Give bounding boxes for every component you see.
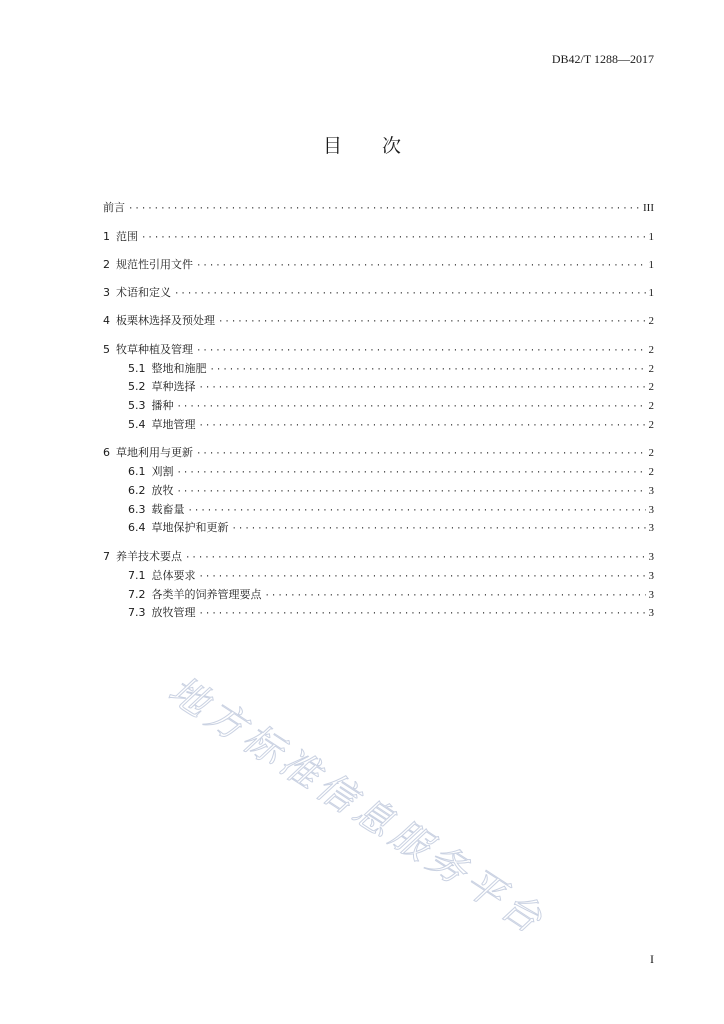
toc-page-number: 3 (648, 551, 654, 563)
toc-label: 6.3 载畜量 (128, 503, 185, 516)
toc-leader-dots (177, 465, 646, 481)
toc-entry-6-2[interactable] (128, 483, 654, 499)
toc-leader-dots (265, 588, 646, 604)
toc-label: 6.2 放牧 (128, 484, 174, 497)
page-number: I (650, 952, 654, 966)
toc-label: 5.3 播种 (128, 399, 174, 412)
toc-leader-dots (232, 521, 646, 537)
toc-entry-6-4[interactable] (128, 520, 654, 536)
toc-page-number: III (643, 202, 654, 214)
toc-page-number: 2 (648, 363, 654, 375)
toc-label: 1 范围 (103, 230, 138, 243)
toc-page-number: 3 (648, 485, 654, 497)
toc-leader-dots (177, 399, 646, 415)
toc-page-number: 3 (648, 570, 654, 582)
toc-leader-dots (177, 484, 646, 500)
toc-page-number: 2 (648, 381, 654, 393)
toc-label: 7.2 各类羊的饲养管理要点 (128, 588, 262, 601)
toc-entry-4[interactable] (103, 313, 654, 329)
toc-entry-5-2[interactable] (128, 379, 654, 395)
toc-entry-5[interactable] (103, 342, 654, 358)
toc-label: 2 规范性引用文件 (103, 258, 193, 271)
toc-leader-dots (174, 286, 646, 302)
toc-entry-5-3[interactable] (128, 398, 654, 414)
toc-entry-7[interactable] (103, 549, 654, 565)
toc-page-number: 2 (648, 466, 654, 478)
toc-leader-dots (199, 569, 646, 585)
toc-leader-dots (188, 503, 646, 519)
toc-label: 5 牧草种植及管理 (103, 343, 193, 356)
toc-page-number: 1 (648, 259, 654, 271)
toc-leader-dots (128, 201, 640, 217)
toc-entry-3[interactable] (103, 285, 654, 301)
toc-leader-dots (199, 418, 646, 434)
toc-page-number: 3 (648, 504, 654, 516)
toc-entry-6[interactable] (103, 445, 654, 461)
toc-label: 5.4 草地管理 (128, 418, 196, 431)
toc-page-number: 2 (648, 447, 654, 459)
watermark: 地方标准信息服务平台 (161, 667, 555, 945)
toc-label: 6 草地利用与更新 (103, 446, 193, 459)
title-char-1: 目 (322, 135, 342, 157)
toc-entry-6-3[interactable] (128, 502, 654, 518)
toc-leader-dots (196, 258, 646, 274)
page-title (0, 131, 724, 158)
title-char-2: 次 (382, 135, 402, 157)
toc-entry-7-2[interactable] (128, 587, 654, 603)
toc-entry-6-1[interactable] (128, 464, 654, 480)
toc-entry-1[interactable] (103, 229, 654, 245)
toc-entry-5-4[interactable] (128, 417, 654, 433)
toc-page-number: 1 (648, 287, 654, 299)
toc-page-number: 2 (648, 419, 654, 431)
toc-label: 6.4 草地保护和更新 (128, 521, 229, 534)
toc-entry-2[interactable] (103, 257, 654, 273)
toc-label: 7 养羊技术要点 (103, 550, 182, 563)
toc-label: 前言 (103, 201, 125, 214)
toc-label: 7.3 放牧管理 (128, 606, 196, 619)
toc-leader-dots (185, 550, 646, 566)
toc-label: 3 术语和定义 (103, 286, 171, 299)
toc-page-number: 2 (648, 344, 654, 356)
toc-leader-dots (141, 230, 646, 246)
toc-label: 5.2 草种选择 (128, 380, 196, 393)
toc-entry-5-1[interactable] (128, 361, 654, 377)
toc-label: 7.1 总体要求 (128, 569, 196, 582)
toc-page-number: 1 (648, 231, 654, 243)
toc-page-number: 2 (648, 400, 654, 412)
toc-label: 4 板栗林选择及预处理 (103, 314, 215, 327)
toc-leader-dots (210, 362, 646, 378)
toc-page-number: 3 (648, 522, 654, 534)
toc-leader-dots (199, 606, 646, 622)
toc-label: 6.1 刈割 (128, 465, 174, 478)
toc-leader-dots (199, 380, 646, 396)
toc-label: 5.1 整地和施肥 (128, 362, 207, 375)
toc-page-number: 2 (648, 315, 654, 327)
toc-leader-dots (218, 314, 646, 330)
toc-page-number: 3 (648, 589, 654, 601)
toc-entry-7-1[interactable] (128, 568, 654, 584)
toc-entry-7-3[interactable] (128, 605, 654, 621)
standard-code: DB42/T 1288—2017 (551, 52, 654, 66)
toc-entry-preface[interactable] (103, 200, 654, 216)
toc-leader-dots (196, 446, 646, 462)
toc-leader-dots (196, 343, 646, 359)
toc-page-number: 3 (648, 607, 654, 619)
